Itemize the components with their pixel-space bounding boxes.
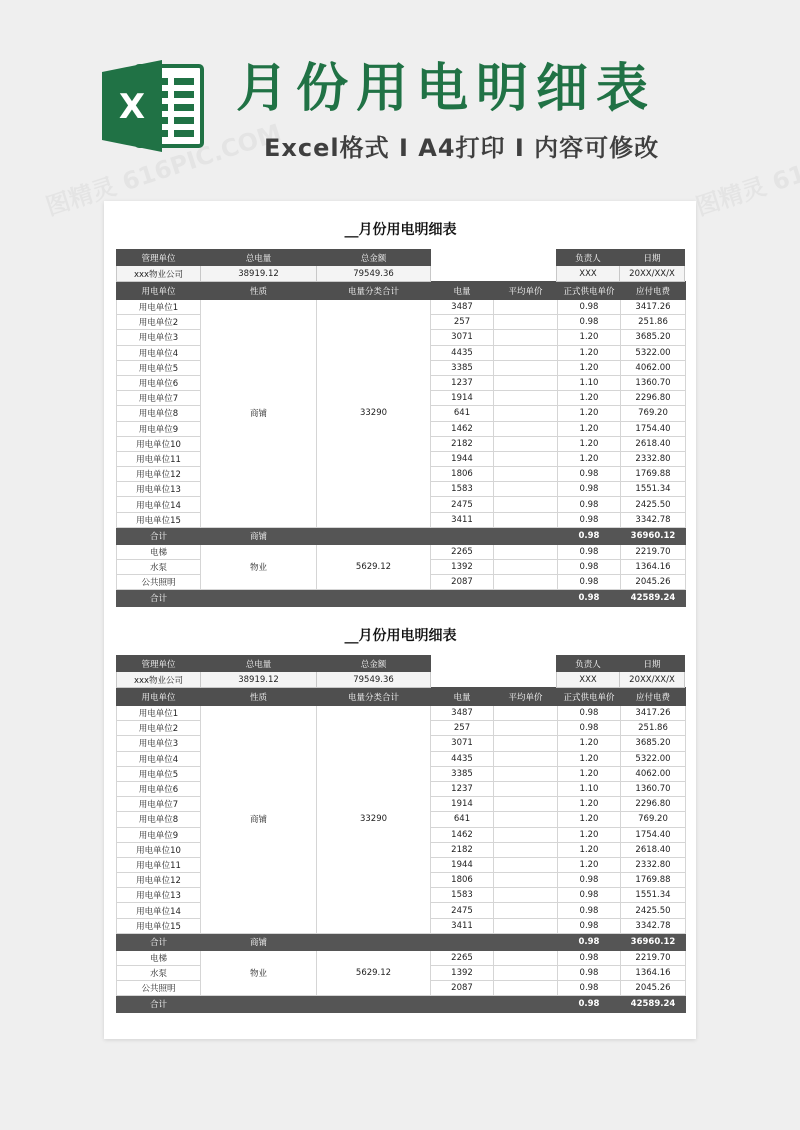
unit-price-cell[interactable]: 1.20 bbox=[558, 827, 621, 842]
avg-price-cell[interactable] bbox=[494, 300, 558, 315]
unit-name-cell[interactable]: 用电单位1 bbox=[117, 706, 201, 721]
info-header-unit: 管理单位 bbox=[117, 656, 201, 672]
sum-row bbox=[117, 933, 686, 950]
unit-name-cell[interactable]: 用电单位15 bbox=[117, 918, 201, 933]
unit-price-cell[interactable]: 0.98 bbox=[558, 873, 621, 888]
sum-empty bbox=[431, 590, 494, 607]
power-cell[interactable]: 2265 bbox=[431, 544, 494, 559]
fee-cell[interactable]: 251.86 bbox=[621, 315, 686, 330]
fee-cell[interactable]: 1551.34 bbox=[621, 888, 686, 903]
unit-price-cell[interactable]: 1.20 bbox=[558, 406, 621, 421]
unit-price-cell[interactable]: 1.20 bbox=[558, 751, 621, 766]
avg-price-cell[interactable] bbox=[494, 950, 558, 965]
fee-cell[interactable]: 4062.00 bbox=[621, 360, 686, 375]
unit-price-cell[interactable]: 0.98 bbox=[558, 512, 621, 527]
unit-price-cell[interactable]: 1.20 bbox=[558, 736, 621, 751]
unit-name-cell[interactable]: 用电单位15 bbox=[117, 512, 201, 527]
fee-cell[interactable]: 3417.26 bbox=[621, 706, 686, 721]
unit-name-cell[interactable]: 用电单位14 bbox=[117, 497, 201, 512]
unit-name-cell[interactable]: 用电单位3 bbox=[117, 330, 201, 345]
avg-price-cell[interactable] bbox=[494, 406, 558, 421]
avg-price-cell[interactable] bbox=[494, 812, 558, 827]
unit-name-cell[interactable]: 电梯 bbox=[117, 544, 201, 559]
avg-price-cell[interactable] bbox=[494, 873, 558, 888]
unit-name-cell[interactable]: 用电单位11 bbox=[117, 857, 201, 872]
unit-price-cell[interactable]: 1.20 bbox=[558, 812, 621, 827]
power-cell[interactable]: 2087 bbox=[431, 981, 494, 996]
power-cell[interactable]: 1914 bbox=[431, 391, 494, 406]
fee-cell[interactable]: 4062.00 bbox=[621, 766, 686, 781]
fee-cell[interactable]: 5322.00 bbox=[621, 345, 686, 360]
info-section bbox=[116, 649, 685, 687]
avg-price-cell[interactable] bbox=[494, 315, 558, 330]
fee-cell[interactable]: 3685.20 bbox=[621, 736, 686, 751]
unit-name-cell[interactable]: 用电单位12 bbox=[117, 873, 201, 888]
unit-name-cell[interactable]: 用电单位1 bbox=[117, 300, 201, 315]
power-cell[interactable]: 3487 bbox=[431, 300, 494, 315]
avg-price-cell[interactable] bbox=[494, 797, 558, 812]
sum-label: 合计 bbox=[117, 996, 201, 1013]
sum-total: 36960.12 bbox=[621, 527, 686, 544]
power-cell[interactable]: 1237 bbox=[431, 375, 494, 390]
avg-price-cell[interactable] bbox=[494, 981, 558, 996]
unit-price-cell[interactable]: 0.98 bbox=[558, 560, 621, 575]
unit-name-cell[interactable]: 用电单位4 bbox=[117, 345, 201, 360]
fee-cell[interactable]: 5322.00 bbox=[621, 751, 686, 766]
power-cell[interactable]: 1806 bbox=[431, 467, 494, 482]
unit-name-cell[interactable]: 用电单位9 bbox=[117, 827, 201, 842]
excel-logo-icon bbox=[100, 60, 206, 152]
column-header: 平均单价 bbox=[494, 688, 558, 706]
unit-name-cell[interactable]: 用电单位3 bbox=[117, 736, 201, 751]
unit-name-cell[interactable]: 电梯 bbox=[117, 950, 201, 965]
fee-cell[interactable]: 2296.80 bbox=[621, 797, 686, 812]
unit-price-cell[interactable]: 0.98 bbox=[558, 482, 621, 497]
info-header-person: 负责人 bbox=[557, 250, 620, 266]
power-cell[interactable]: 2182 bbox=[431, 842, 494, 857]
column-header: 用电单位 bbox=[117, 688, 201, 706]
fee-cell[interactable]: 3685.20 bbox=[621, 330, 686, 345]
avg-price-cell[interactable] bbox=[494, 857, 558, 872]
unit-name-cell[interactable]: 用电单位12 bbox=[117, 467, 201, 482]
power-cell[interactable]: 257 bbox=[431, 721, 494, 736]
info-header-date: 日期 bbox=[620, 250, 685, 266]
power-cell[interactable]: 1914 bbox=[431, 797, 494, 812]
sum-total: 36960.12 bbox=[621, 933, 686, 950]
info-table-right bbox=[556, 655, 685, 688]
fee-cell[interactable]: 2425.50 bbox=[621, 903, 686, 918]
subtotal-cell[interactable]: 33290 bbox=[317, 706, 431, 934]
info-table-left bbox=[116, 655, 431, 688]
unit-price-cell[interactable]: 1.20 bbox=[558, 330, 621, 345]
unit-name-cell[interactable]: 用电单位8 bbox=[117, 406, 201, 421]
info-header-total-power: 总电量 bbox=[201, 250, 317, 266]
power-cell[interactable]: 1392 bbox=[431, 560, 494, 575]
info-value-total-power[interactable]: 38919.12 bbox=[201, 266, 317, 282]
column-header: 性质 bbox=[201, 282, 317, 300]
fee-cell[interactable]: 1364.16 bbox=[621, 966, 686, 981]
unit-name-cell[interactable]: 用电单位2 bbox=[117, 721, 201, 736]
avg-price-cell[interactable] bbox=[494, 903, 558, 918]
page-title: 月份用电明细表 bbox=[236, 59, 657, 119]
unit-name-cell[interactable]: 水泵 bbox=[117, 966, 201, 981]
unit-price-cell[interactable]: 0.98 bbox=[558, 467, 621, 482]
unit-price-cell[interactable]: 0.98 bbox=[558, 497, 621, 512]
sum-total: 42589.24 bbox=[621, 590, 686, 607]
sum-empty bbox=[431, 933, 494, 950]
subtotal-cell[interactable]: 5629.12 bbox=[317, 950, 431, 996]
fee-cell[interactable]: 1769.88 bbox=[621, 467, 686, 482]
sum-empty bbox=[317, 933, 431, 950]
detail-table bbox=[116, 687, 686, 1013]
detail-table bbox=[116, 281, 686, 607]
info-value-total-amount[interactable]: 79549.36 bbox=[317, 672, 431, 688]
info-header-unit: 管理单位 bbox=[117, 250, 201, 266]
fee-cell[interactable]: 2296.80 bbox=[621, 391, 686, 406]
grand-total-row bbox=[117, 590, 686, 607]
power-cell[interactable]: 1583 bbox=[431, 888, 494, 903]
unit-price-cell[interactable]: 1.20 bbox=[558, 436, 621, 451]
info-value-total-power[interactable]: 38919.12 bbox=[201, 672, 317, 688]
unit-price-cell[interactable]: 0.98 bbox=[558, 888, 621, 903]
type-cell[interactable]: 物业 bbox=[201, 544, 317, 590]
power-cell[interactable]: 641 bbox=[431, 812, 494, 827]
unit-name-cell[interactable]: 用电单位9 bbox=[117, 421, 201, 436]
info-header-total-amount: 总金额 bbox=[317, 656, 431, 672]
unit-price-cell[interactable]: 0.98 bbox=[558, 721, 621, 736]
avg-price-cell[interactable] bbox=[494, 482, 558, 497]
avg-price-cell[interactable] bbox=[494, 918, 558, 933]
sum-type: 商铺 bbox=[201, 933, 317, 950]
avg-price-cell[interactable] bbox=[494, 736, 558, 751]
sum-row bbox=[117, 527, 686, 544]
avg-price-cell[interactable] bbox=[494, 467, 558, 482]
unit-name-cell[interactable]: 公共照明 bbox=[117, 575, 201, 590]
info-table-right bbox=[556, 249, 685, 282]
sum-empty bbox=[317, 527, 431, 544]
power-cell[interactable]: 3487 bbox=[431, 706, 494, 721]
avg-price-cell[interactable] bbox=[494, 575, 558, 590]
unit-price-cell[interactable]: 0.98 bbox=[558, 950, 621, 965]
sum-empty bbox=[201, 590, 317, 607]
column-header: 电量 bbox=[431, 688, 494, 706]
unit-name-cell[interactable]: 用电单位5 bbox=[117, 766, 201, 781]
sum-label: 合计 bbox=[117, 933, 201, 950]
sum-type: 商铺 bbox=[201, 527, 317, 544]
table-header-row bbox=[117, 688, 686, 706]
power-cell[interactable]: 3385 bbox=[431, 766, 494, 781]
fee-cell[interactable]: 2425.50 bbox=[621, 497, 686, 512]
fee-cell[interactable]: 3342.78 bbox=[621, 512, 686, 527]
avg-price-cell[interactable] bbox=[494, 751, 558, 766]
unit-name-cell[interactable]: 用电单位7 bbox=[117, 391, 201, 406]
fee-cell[interactable]: 2219.70 bbox=[621, 950, 686, 965]
fee-cell[interactable]: 769.20 bbox=[621, 406, 686, 421]
subtotal-cell[interactable]: 33290 bbox=[317, 300, 431, 528]
column-header: 平均单价 bbox=[494, 282, 558, 300]
power-cell[interactable]: 2087 bbox=[431, 575, 494, 590]
avg-price-cell[interactable] bbox=[494, 766, 558, 781]
fee-cell[interactable]: 3417.26 bbox=[621, 300, 686, 315]
logo-letter: X bbox=[118, 87, 146, 127]
unit-price-cell[interactable]: 0.98 bbox=[558, 903, 621, 918]
power-cell[interactable]: 4435 bbox=[431, 751, 494, 766]
info-value-date[interactable]: 20XX/XX/X bbox=[620, 672, 685, 688]
power-cell[interactable]: 1462 bbox=[431, 421, 494, 436]
sheet-title: __月份用电明细表 bbox=[344, 628, 457, 644]
unit-price-cell[interactable]: 0.98 bbox=[558, 966, 621, 981]
power-cell[interactable]: 1392 bbox=[431, 966, 494, 981]
info-header-person: 负责人 bbox=[557, 656, 620, 672]
info-value-person[interactable]: XXX bbox=[557, 266, 620, 282]
unit-name-cell[interactable]: 用电单位6 bbox=[117, 375, 201, 390]
avg-price-cell[interactable] bbox=[494, 391, 558, 406]
fee-cell[interactable]: 1754.40 bbox=[621, 421, 686, 436]
fee-cell[interactable]: 2045.26 bbox=[621, 575, 686, 590]
info-value-unit[interactable]: xxx物业公司 bbox=[117, 266, 201, 282]
sum-empty bbox=[317, 590, 431, 607]
sum-empty bbox=[431, 527, 494, 544]
sum-total: 42589.24 bbox=[621, 996, 686, 1013]
table-row bbox=[117, 950, 686, 965]
sum-label: 合计 bbox=[117, 527, 201, 544]
unit-price-cell[interactable]: 0.98 bbox=[558, 544, 621, 559]
sum-empty bbox=[494, 933, 558, 950]
unit-name-cell[interactable]: 用电单位4 bbox=[117, 751, 201, 766]
power-cell[interactable]: 2475 bbox=[431, 497, 494, 512]
column-header: 应付电费 bbox=[621, 688, 686, 706]
avg-price-cell[interactable] bbox=[494, 721, 558, 736]
power-cell[interactable]: 2265 bbox=[431, 950, 494, 965]
sum-empty bbox=[317, 996, 431, 1013]
unit-price-cell[interactable]: 0.98 bbox=[558, 300, 621, 315]
fee-cell[interactable]: 1360.70 bbox=[621, 375, 686, 390]
type-cell[interactable]: 商铺 bbox=[201, 300, 317, 528]
fee-cell[interactable]: 1769.88 bbox=[621, 873, 686, 888]
unit-price-cell[interactable]: 0.98 bbox=[558, 575, 621, 590]
fee-cell[interactable]: 769.20 bbox=[621, 812, 686, 827]
info-header-date: 日期 bbox=[620, 656, 685, 672]
power-cell[interactable]: 257 bbox=[431, 315, 494, 330]
fee-cell[interactable]: 2045.26 bbox=[621, 981, 686, 996]
fee-cell[interactable]: 1551.34 bbox=[621, 482, 686, 497]
table-row bbox=[117, 544, 686, 559]
info-section bbox=[116, 243, 685, 281]
power-cell[interactable]: 3071 bbox=[431, 736, 494, 751]
column-header: 电量 bbox=[431, 282, 494, 300]
table-row bbox=[117, 300, 686, 315]
fee-cell[interactable]: 2618.40 bbox=[621, 436, 686, 451]
avg-price-cell[interactable] bbox=[494, 330, 558, 345]
power-cell[interactable]: 1944 bbox=[431, 451, 494, 466]
type-cell[interactable]: 物业 bbox=[201, 950, 317, 996]
unit-price-cell[interactable]: 1.20 bbox=[558, 857, 621, 872]
avg-price-cell[interactable] bbox=[494, 842, 558, 857]
table-block-2 bbox=[116, 607, 685, 1013]
avg-price-cell[interactable] bbox=[494, 560, 558, 575]
avg-price-cell[interactable] bbox=[494, 544, 558, 559]
sum-empty bbox=[494, 527, 558, 544]
unit-price-cell[interactable]: 0.98 bbox=[558, 918, 621, 933]
avg-price-cell[interactable] bbox=[494, 827, 558, 842]
unit-price-cell[interactable]: 1.10 bbox=[558, 781, 621, 796]
unit-price-cell[interactable]: 0.98 bbox=[558, 981, 621, 996]
unit-name-cell[interactable]: 用电单位14 bbox=[117, 903, 201, 918]
info-value-date[interactable]: 20XX/XX/X bbox=[620, 266, 685, 282]
unit-name-cell[interactable]: 用电单位6 bbox=[117, 781, 201, 796]
unit-name-cell[interactable]: 公共照明 bbox=[117, 981, 201, 996]
info-table-left bbox=[116, 249, 431, 282]
watermark bbox=[691, 113, 800, 222]
unit-price-cell[interactable]: 1.20 bbox=[558, 451, 621, 466]
unit-name-cell[interactable]: 用电单位2 bbox=[117, 315, 201, 330]
table-header-row bbox=[117, 282, 686, 300]
column-header: 正式供电单价 bbox=[558, 282, 621, 300]
avg-price-cell[interactable] bbox=[494, 512, 558, 527]
column-header: 应付电费 bbox=[621, 282, 686, 300]
column-header: 性质 bbox=[201, 688, 317, 706]
sum-price: 0.98 bbox=[558, 933, 621, 950]
avg-price-cell[interactable] bbox=[494, 781, 558, 796]
grand-total-row bbox=[117, 996, 686, 1013]
power-cell[interactable]: 1806 bbox=[431, 873, 494, 888]
info-value-total-amount[interactable]: 79549.36 bbox=[317, 266, 431, 282]
power-cell[interactable]: 1462 bbox=[431, 827, 494, 842]
power-cell[interactable]: 1583 bbox=[431, 482, 494, 497]
fee-cell[interactable]: 2219.70 bbox=[621, 544, 686, 559]
column-header: 正式供电单价 bbox=[558, 688, 621, 706]
column-header: 电量分类合计 bbox=[317, 282, 431, 300]
unit-name-cell[interactable]: 用电单位7 bbox=[117, 797, 201, 812]
fee-cell[interactable]: 1754.40 bbox=[621, 827, 686, 842]
unit-price-cell[interactable]: 0.98 bbox=[558, 315, 621, 330]
power-cell[interactable]: 3385 bbox=[431, 360, 494, 375]
document-sheet bbox=[104, 201, 696, 1039]
avg-price-cell[interactable] bbox=[494, 966, 558, 981]
power-cell[interactable]: 4435 bbox=[431, 345, 494, 360]
info-header-total-power: 总电量 bbox=[201, 656, 317, 672]
power-cell[interactable]: 1944 bbox=[431, 857, 494, 872]
info-value-unit[interactable]: xxx物业公司 bbox=[117, 672, 201, 688]
sum-empty bbox=[431, 996, 494, 1013]
unit-price-cell[interactable]: 1.20 bbox=[558, 797, 621, 812]
unit-name-cell[interactable]: 用电单位13 bbox=[117, 482, 201, 497]
avg-price-cell[interactable] bbox=[494, 360, 558, 375]
column-header: 用电单位 bbox=[117, 282, 201, 300]
sum-label: 合计 bbox=[117, 590, 201, 607]
avg-price-cell[interactable] bbox=[494, 451, 558, 466]
unit-price-cell[interactable]: 1.10 bbox=[558, 375, 621, 390]
fee-cell[interactable]: 251.86 bbox=[621, 721, 686, 736]
power-cell[interactable]: 2475 bbox=[431, 903, 494, 918]
table-row bbox=[117, 706, 686, 721]
power-cell[interactable]: 3071 bbox=[431, 330, 494, 345]
sum-empty bbox=[201, 996, 317, 1013]
avg-price-cell[interactable] bbox=[494, 497, 558, 512]
power-cell[interactable]: 3411 bbox=[431, 918, 494, 933]
unit-name-cell[interactable]: 用电单位8 bbox=[117, 812, 201, 827]
unit-price-cell[interactable]: 0.98 bbox=[558, 706, 621, 721]
avg-price-cell[interactable] bbox=[494, 421, 558, 436]
subtotal-cell[interactable]: 5629.12 bbox=[317, 544, 431, 590]
unit-price-cell[interactable]: 1.20 bbox=[558, 421, 621, 436]
info-value-person[interactable]: XXX bbox=[557, 672, 620, 688]
sheet-title: __月份用电明细表 bbox=[344, 222, 457, 238]
power-cell[interactable]: 1237 bbox=[431, 781, 494, 796]
unit-name-cell[interactable]: 用电单位5 bbox=[117, 360, 201, 375]
unit-name-cell[interactable]: 用电单位13 bbox=[117, 888, 201, 903]
sum-price: 0.98 bbox=[558, 527, 621, 544]
table-block-1 bbox=[116, 201, 685, 607]
unit-price-cell[interactable]: 1.20 bbox=[558, 360, 621, 375]
fee-cell[interactable]: 1360.70 bbox=[621, 781, 686, 796]
sum-price: 0.98 bbox=[558, 590, 621, 607]
sum-empty bbox=[494, 996, 558, 1013]
avg-price-cell[interactable] bbox=[494, 436, 558, 451]
type-cell[interactable]: 商铺 bbox=[201, 706, 317, 934]
unit-price-cell[interactable]: 1.20 bbox=[558, 766, 621, 781]
avg-price-cell[interactable] bbox=[494, 345, 558, 360]
unit-name-cell[interactable]: 用电单位11 bbox=[117, 451, 201, 466]
page-subtitle: Excel格式 I A4打印 I 内容可修改 bbox=[264, 134, 660, 162]
power-cell[interactable]: 3411 bbox=[431, 512, 494, 527]
info-header-total-amount: 总金额 bbox=[317, 250, 431, 266]
fee-cell[interactable]: 2332.80 bbox=[621, 857, 686, 872]
fee-cell[interactable]: 2332.80 bbox=[621, 451, 686, 466]
fee-cell[interactable]: 1364.16 bbox=[621, 560, 686, 575]
avg-price-cell[interactable] bbox=[494, 888, 558, 903]
fee-cell[interactable]: 3342.78 bbox=[621, 918, 686, 933]
fee-cell[interactable]: 2618.40 bbox=[621, 842, 686, 857]
unit-name-cell[interactable]: 水泵 bbox=[117, 560, 201, 575]
unit-price-cell[interactable]: 1.20 bbox=[558, 842, 621, 857]
power-cell[interactable]: 641 bbox=[431, 406, 494, 421]
avg-price-cell[interactable] bbox=[494, 706, 558, 721]
sum-empty bbox=[494, 590, 558, 607]
sum-price: 0.98 bbox=[558, 996, 621, 1013]
avg-price-cell[interactable] bbox=[494, 375, 558, 390]
unit-name-cell[interactable]: 用电单位10 bbox=[117, 842, 201, 857]
unit-price-cell[interactable]: 1.20 bbox=[558, 345, 621, 360]
column-header: 电量分类合计 bbox=[317, 688, 431, 706]
unit-name-cell[interactable]: 用电单位10 bbox=[117, 436, 201, 451]
power-cell[interactable]: 2182 bbox=[431, 436, 494, 451]
unit-price-cell[interactable]: 1.20 bbox=[558, 391, 621, 406]
